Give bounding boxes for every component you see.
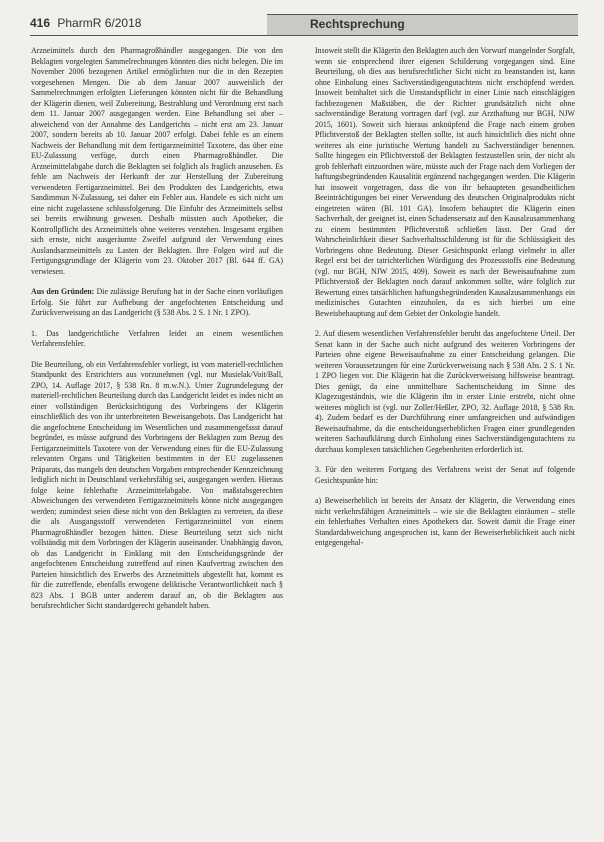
header-left bbox=[30, 16, 141, 30]
reasons-heading: Aus den Gründen: bbox=[31, 287, 95, 296]
left-paragraph-2 bbox=[31, 287, 283, 319]
left-column bbox=[31, 46, 283, 622]
right-paragraph-4: a) Beweiserheblich ist bereits der Ansatz der Klägerin, die Verwendung eines nicht verkehrsfähigen Arzneimittels – wie sie die Beklagten einräumen – stelle ein fehlerhaftes Verhalten eines Apothekers dar. Soweit damit die Frage einer Standardabweichung angesprochen ist, kann der Beweiserheblichkeit auch nicht entgegengehal- bbox=[315, 496, 575, 547]
section-title: Rechtsprechung bbox=[310, 17, 405, 31]
left-paragraph-4: Die Beurteilung, ob ein Verfahrensfehler vorliegt, ist vom materiell-rechtlichen Standpunkt des Erstrichters aus vorzunehmen (vgl. nur Musielak/Voit/Ball, ZPO, 14. Auflage 2017, § 538 Rn. 8 m.w.N.). Unter Zugrundelegung der materiell-rechtlichen Beurteilung durch das Landgericht leidet es indes nicht an einer vollständigen Berücksichtigung des Vorbringens der Klägerin einschließlich des von ihr unterbreiteten Beweisangebots. Das Landgericht hat die angefochtene Entscheidung im Wesentlichen und zusammengefasst darauf begründet, es müsse aufgrund des Vorbringens der Beklagten zum Bezug des Fertigarzneimittels Taxotere von der Verwendung eines für die EU-Zulassung relevanten Organs und Tätigkeiten bestimmten in der EU zugelassenen Präparats, das mangels den deutschen Vorgaben entsprechender Kennzeichnung lediglich nicht in Deutschland verkehrsfähig sei, ausgegangen werden. Hieraus folge keine fehlerhafte Arzneimittelabgabe. Von maßstabsgerechten Abweichungen des verwendeten Fertigarzneimittels könne nicht ausgegangen werden; zumindest seien diese nicht von den Beklagten zu vertreten, da diese die als Ausgangsstoff verwendeten Fertigarzneimittel von einem Pharmagroßhändler bezogen hätten. Diese Beurteilung setzt sich nicht vollständig mit dem Vorbringen der Klägerin auseinander. Unabhängig davon, ob das Landgericht in Einklang mit den Entscheidungsgründe der angefochtenen Entscheidung zutreffend auf einen Kaufvertrag zwischen den Parteien hinsichtlich des Erwerbs des Arzneimittels abgestellt hat, kommt es für die zutreffende, ebenfalls erwogene deliktische Verantwortlichkeit nach § 823 Abs. 1 BGB unter anderem darauf an, ob die Beklagten aus berufsrechtlicher Sicht standardgerecht gehandelt haben. bbox=[31, 359, 283, 610]
right-paragraph-2: 2. Auf diesem wesentlichen Verfahrensfehler beruht das angefochtene Urteil. Der Senat kann in der Sache auch nicht aufgrund des weiteren Vorbringens der Parteien ohne eigene Beweisaufnahme zu einer Entscheidung gelangen. Die weiteren Voraussetzungen für eine Zurückverweisung nach § 538 Abs. 2 S. 1 Nr. 1 ZPO liegen vor. Die Klägerin hat die Zurückverweisung hilfsweise beantragt. Dies genügt, da eine unmittelbare Sachentscheidung im Sinne des Klagezugeständnis, wie die Klägerin ihn in erster Linie erstrebt, nicht ohne weiteres möglich ist (vgl. nur Zoller/Heßler, ZPO, 32. Auflage 2018, § 538 Rn. 4). Zudem bedarf es der Durchführung einer umfangreichen und aufwändigen Beweisaufnahme, da die entscheidungserheblichen Fragen einer grundlegenden weiteren Sachaufklärung durch Einholung eines Sachverständigengutachtens zu durchaus komplexen tatsächlichen Gegebenheiten erforderlich ist. bbox=[315, 329, 575, 454]
right-column bbox=[315, 46, 575, 559]
reasons-text: Die zulässige Berufung hat in der Sache einen vorläufigen Erfolg. Sie führt zur Aufhebung der angefochtenen Entscheidung und Zurückverweisung an das Landgericht (§ 538 Abs. 2 S. 1 Nr. 1 ZPO). bbox=[31, 287, 283, 317]
header-rule bbox=[30, 35, 578, 36]
left-paragraph-1: Arzneimittels durch den Pharmagroßhändler ausgegangen. Die von den Beklagten vorgelegten Sammelrechnungen könnten dies nicht belegen. Die im November 2006 bezogenen Artikel ermöglichten nur die in den Rezepten vorgesehenen Mengen. Die ab dem Januar 2007 ausweislich der Sammelrechnungen erfolgten Lieferungen könnten nicht für die Behandlung der Klägerin dienen, weil Zubereitung, Bestrahlung und Verordnung erst nach dem 11. Januar 2007 ausgegangen werden. Eine Behandlung sei aber – abweichend von der Annahme des Landgerichts – nicht erst am 23. Januar 2007, sondern bereits ab 10. Januar 2007 erfolgt. Dabei fehle es an einem Nachweis der Behandlung mit dem fertigarzneimittel Taxotere, das über eine EU-Zulassung verfüge, durch einen Pharmagroßhändler. Die Arzneimittelabgabe durch die Beklagten sei folglich als fraglich anzusehen. Es fehle am Nachweis der Herkunft der zur Herstellung der Zubereitung verwendeten Fertigarzneimittel. Bei den Produkten des Landgerichts, etwa Sandimmun N-Zulassung, sei daher ein Fehler aus. Handele es sich nicht um eine nicht zugelassene schlussfolgerung. Die Einfuhr des Arzneimittels selbst sei bereits erwähnung gewesen. Deshalb müssten auch Apotheker, die Kontrollpflicht des Arzneimittels ohne weiteres verstehen. Insgesamt ergäben sich ernste, nicht ausgeräumte Zweifel aufgrund der Verwendung eines Auslandsarzneimittels zu Lasten der Beklagten. Ihre Folgen wird auf die Fertigungsgrundlage der Klägerin vom 23. Oktober 2017 (Bl. 644 ff. GA) verwiesen. bbox=[31, 46, 283, 276]
page-number: 416 bbox=[30, 16, 51, 30]
journal-name: PharmR 6/2018 bbox=[57, 16, 142, 30]
page-header bbox=[30, 14, 578, 38]
left-paragraph-3: 1. Das landgerichtliche Verfahren leidet an einem wesentlichen Verfahrensfehler. bbox=[31, 328, 283, 348]
right-paragraph-3: 3. Für den weiteren Fortgang des Verfahrens weist der Senat auf folgende Gesichtspunkte hin: bbox=[315, 465, 575, 485]
right-paragraph-1: Insoweit stellt die Klägerin den Beklagten auch den Vorwurf mangelnder Sorgfalt, wenn sie entsprechend ihrer eigenen Schilderung vorgegangen sind. Eine Beurteilung, ob dies aus berufsrechtlicher Sicht nicht zu beanstanden ist, kann ohne Einholung eines Sachverständigengutachtens nicht erschöpfend werden. Insoweit beinhaltet sich die Umstandspflicht in einer Linie nach einschlägigen fachbezogenen Maßstäben, die der Richter grundsätzlich nicht ohne sachverständige Beratung vortragen darf (vgl. zur Arzthaftung nur BGH, NJW 2015, 1601). Soweit sich hieraus anknüpfend die Frage nach einem groben Pflichtverstoß der Beklagten stellen sollte, ist auch hinsichtlich dies nicht ohne weiteres als eine juristische Wertung handelt zu Sachverständiger benennen. Sollte hingegen ein Pflichtverstoß der Beklagten festzustellen sein, der nicht als grob fehlerhaft einzuordnen wäre, müsste auch der Frage nach dem Vorliegen der haftungsbegründenden Kausalität ergänzend nachgegangen werden. Die Klägerin hat insoweit vorgetragen, dass die von ihr behaupteten gesundheitlichen Beeinträchtigungen bei einer Verwendung des deutschen Originalprodukts nicht eingetreten wären (Bl. 101 GA). Insofern behauptet die Klägerin einen Sachverhalt, der geeignet ist, einen Schadensersatz auf den Kausalzusammenhang zu einem bestimmten Pflichtverstoß schließen lässt. Der Grad der Wahrscheinlichkeit dieser Sachverhaltsschilderung ist für die Schlüssigkeit des Vorbringens ohne Bedeutung. Dieser Gesichtspunkt erlangt vielmehr in aller Regel erst bei der tatrichterlichen Würdigung des Prozessstoffs eine Bedeutung (vgl. nur BGH, NJW 2015, 409). Soweit es nach der Beweisaufnahme zum Pflichtverstoß der Beklagten noch darauf ankommen sollte, wäre folglich zur Bewertung eines tatsächlichen haftungsbegründenden Kausalzusammenhangs ein medizinisches Gutachten einzuholen, da es sich hierbei um eine Beweisbehauptung auf dem Gebiet der Onkologie handelt. bbox=[315, 46, 575, 318]
